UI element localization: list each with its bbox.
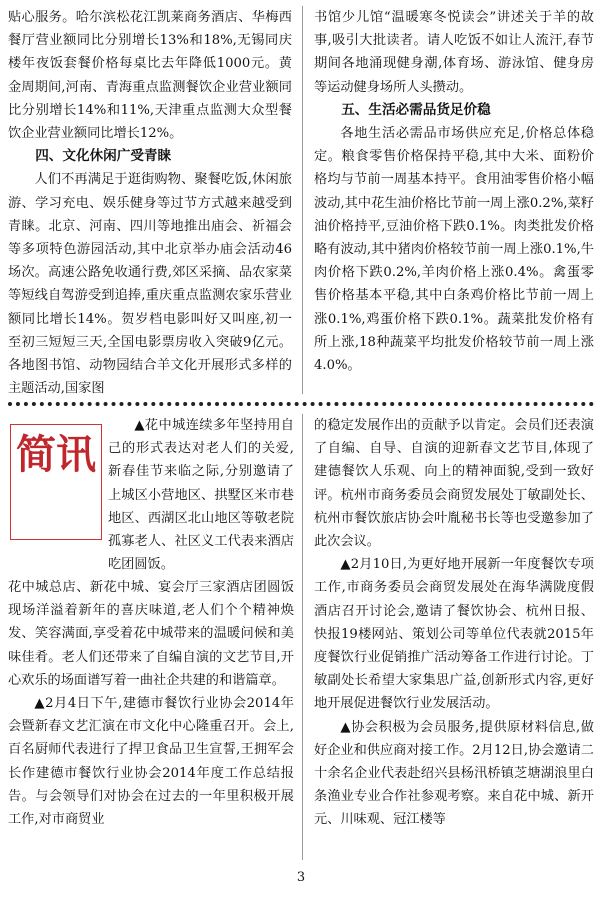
- section-divider: [8, 402, 594, 406]
- brief-news-label-box: [10, 424, 102, 540]
- paragraph: 贴心服务。哈尔滨松花江凯莱商务酒店、华梅西餐厅营业额同比分别增长13%和18%,无锡同庆楼年夜饭套餐价格每桌比去年降低1000元。黄金周期间,河南、青海重点监测餐饮企业营业额同比分别增长14%和11%,天津重点监测大众型餐饮企业营业额同比增长12%。: [8, 10, 292, 142]
- paragraph: 书馆少儿馆“温暖寒冬悦读会”讲述关于羊的故事,吸引大批读者。请人吃饭不如让人流汗,春节期间各地涌现健身潮,体育场、游泳馆、健身房等运动健身场所人头攒动。: [314, 10, 594, 95]
- brief-column-left-bottom: [8, 576, 294, 831]
- brief-column-right: [314, 414, 594, 832]
- column-divider: [302, 6, 303, 394]
- news-item-continued: 的稳定发展作出的贡献予以肯定。会员们还表演了自编、自导、自演的迎新春文艺节目,体现了建德餐饮人乐观、向上的精神面貌,受到一致好评。杭州市商务委员会商贸发展处丁敏副处长、杭州市餐饮旅店协会叶胤秘书长等也受邀参加了此次会议。: [314, 418, 594, 550]
- brief-column-left-top: [108, 414, 294, 576]
- paragraph: 人们不再满足于逛街购物、聚餐吃饭,休闲旅游、学习充电、娱乐健身等过节方式越来越受到青睐。北京、河南、四川等地推出庙会、祈福会等多项特色游园活动,其中北京举办庙会活动46场次。高速公路免收通行费,郊区采摘、品农家菜等短线自驾游受到追捧,重庆重点监测农家乐营业额同比增长14%。贺岁档电影叫好又叫座,初一至初三短短三天,全国电影票房收入突破9亿元。各地图书馆、动物园结合羊文化开展形式多样的主题活动,国家图: [8, 172, 292, 397]
- news-item: ▲花中城连续多年坚持用自己的形式表达对老人们的关爱,新春佳节来临之际,分别邀请了上城区小营地区、拱墅区米市巷地区、西湖区北山地区等敬老院孤寡老人、社区义工代表来酒店吃团圆饭。: [108, 418, 294, 573]
- page-number: 3: [296, 870, 306, 885]
- article-column-right: [314, 6, 594, 377]
- article-column-left: [8, 6, 292, 400]
- news-item: ▲2月4日下午,建德市餐饮行业协会2014年会暨新春文艺汇演在市文化中心隆重召开。会上,百名厨师代表进行了捍卫食品卫生宣誓,王拥军会长作建德市餐饮行业协会2014年度工作总结报告。与会领导们对协会在过去的一年里积极开展工作,对市商贸业: [8, 696, 294, 828]
- news-item: ▲2月10日,为更好地开展新一年度餐饮专项工作,市商务委员会商贸发展处在海华满陇度假酒店召开讨论会,邀请了餐饮协会、杭州日报、快报19楼网站、策划公司等单位代表就2015年度餐饮行业促销推广活动筹备工作进行讨论。丁敏副处长希望大家集思广益,创新形式内容,更好地开展促进餐饮行业发展活动。: [314, 557, 594, 712]
- section-heading-5: 五、生活必需品货足价稳: [341, 101, 491, 118]
- section-heading-4: 四、文化休闲广受青睐: [35, 148, 172, 165]
- column-divider: [302, 414, 303, 860]
- news-item-continued: 花中城总店、新花中城、宴会厅三家酒店团圆饭现场洋溢着新年的喜庆味道,老人们个个精神焕发、笑容满面,享受着花中城带来的温暖问候和美味佳肴。老人们还带来了自编自演的文艺节目,开心欢乐的场面谱写着一曲社企共建的和谐篇章。: [8, 580, 294, 688]
- news-item: ▲协会积极为会员服务,提供原材料信息,做好企业和供应商对接工作。2月12日,协会邀请二十余名企业代表赴绍兴县杨汛桥镇芝塘湖浪里白条渔业专业合作社参观考察。来自花中城、新开元、川味观、冠江楼等: [314, 719, 594, 828]
- brief-news-label: 简讯: [16, 431, 96, 478]
- paragraph: 各地生活必需品市场供应充足,价格总体稳定。粮食零售价格保持平稳,其中大米、面粉价格均与节前一周基本持平。食用油零售价格小幅波动,其中花生油价格比节前一周上涨0.2%,菜籽油价格持平,豆油价格下跌0.1%。肉类批发价格略有波动,其中猪肉价格较节前一周上涨0.1%,牛肉价格下跌0.2%,羊肉价格上涨0.4%。禽蛋零售价格基本平稳,其中白条鸡价格比节前一周上涨0.1%,鸡蛋价格下跌0.1%。蔬菜批发价格有所上涨,18种蔬菜平均批发价格较节前一周上涨4.0%。: [314, 126, 594, 374]
